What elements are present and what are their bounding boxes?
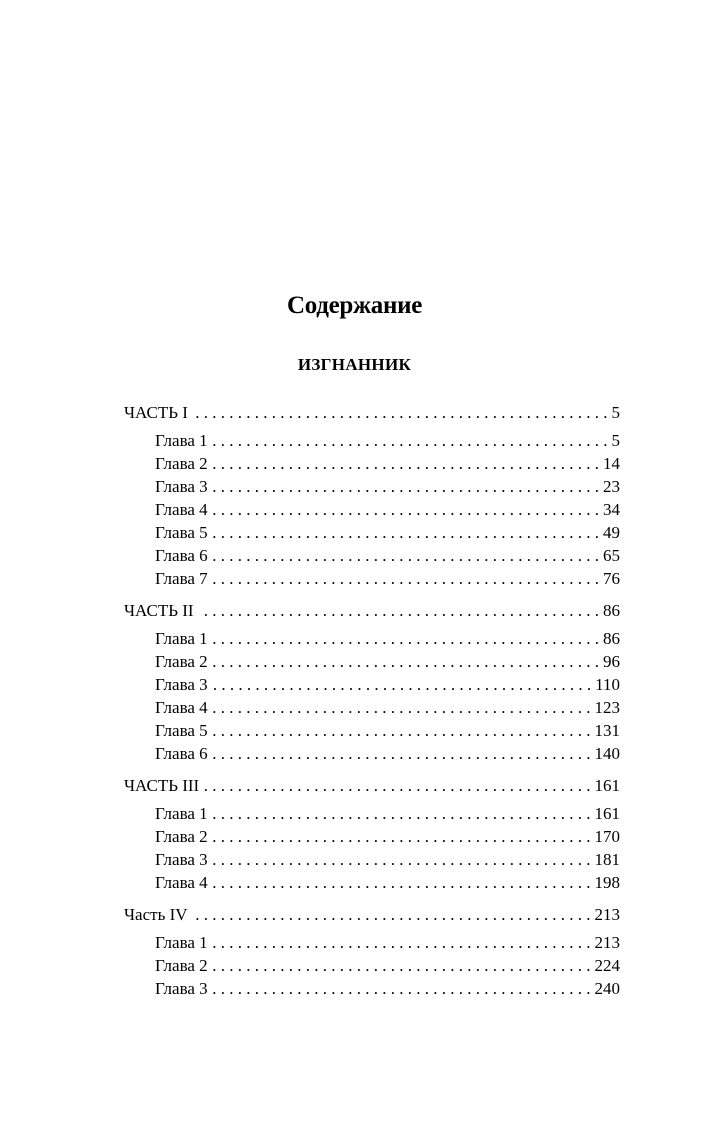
toc-part-entry xyxy=(124,599,620,622)
toc-chapter-entry-label: Глава 1 xyxy=(155,629,208,648)
dot-leader xyxy=(213,475,599,498)
dot-leader xyxy=(213,567,599,590)
toc-chapter-entry-page-number: 181 xyxy=(594,850,620,869)
toc-chapter-entry-page-number: 96 xyxy=(603,652,620,671)
dot-leader xyxy=(193,401,608,424)
toc-chapter-entry-page-number: 23 xyxy=(603,477,620,496)
toc-chapter-entry-page-number: 240 xyxy=(594,979,620,998)
toc-chapter-entry xyxy=(124,719,620,742)
dot-leader xyxy=(213,627,599,650)
toc-chapter-entry-label: Глава 3 xyxy=(155,675,208,694)
toc-chapter-entry-label: Глава 6 xyxy=(155,744,208,763)
toc-chapter-entry xyxy=(124,931,620,954)
toc-chapter-entry-page-number: 224 xyxy=(594,956,620,975)
dot-leader xyxy=(213,650,599,673)
toc-chapter-entry xyxy=(124,452,620,475)
dot-leader xyxy=(213,719,591,742)
toc-chapter-entry xyxy=(124,977,620,1000)
toc-chapter-entry-page-number: 123 xyxy=(594,698,620,717)
toc-part-entry-label: Часть IV xyxy=(124,905,188,924)
toc-chapter-entry-label: Глава 4 xyxy=(155,500,208,519)
toc-part-entry-page-number: 86 xyxy=(603,601,620,620)
toc-chapter-entry-page-number: 14 xyxy=(603,454,620,473)
toc-chapter-entry-label: Глава 4 xyxy=(155,873,208,892)
dot-leader xyxy=(204,774,590,797)
toc-chapter-entry-page-number: 198 xyxy=(594,873,620,892)
toc-chapter-entry-label: Глава 2 xyxy=(155,652,208,671)
toc-part-entry xyxy=(124,903,620,926)
toc-chapter-entry xyxy=(124,544,620,567)
toc-chapter-entry-label: Глава 7 xyxy=(155,569,208,588)
toc-chapter-entry-page-number: 65 xyxy=(603,546,620,565)
dot-leader xyxy=(193,903,591,926)
toc-chapter-entry xyxy=(124,742,620,765)
toc-chapter-entry xyxy=(124,954,620,977)
toc-chapter-entry xyxy=(124,567,620,590)
toc-chapter-entry-page-number: 161 xyxy=(594,804,620,823)
toc-chapter-entry-page-number: 34 xyxy=(603,500,620,519)
book-title: ИЗГНАННИК xyxy=(297,355,412,374)
toc-chapter-entry xyxy=(124,848,620,871)
dot-leader xyxy=(213,498,599,521)
dot-leader xyxy=(213,871,591,894)
toc-chapter-entry xyxy=(124,673,620,696)
toc-chapter-entry-page-number: 76 xyxy=(603,569,620,588)
toc-chapter-entry-label: Глава 5 xyxy=(155,721,208,740)
dot-leader xyxy=(213,544,599,567)
toc-chapter-entry xyxy=(124,627,620,650)
page-title: Содержание xyxy=(286,292,422,319)
toc-chapter-entry-label: Глава 3 xyxy=(155,979,208,998)
toc-part-entry-page-number: 5 xyxy=(611,403,620,422)
toc-chapter-entry-label: Глава 6 xyxy=(155,546,208,565)
table-of-contents xyxy=(124,401,620,1009)
toc-chapter-entry-page-number: 131 xyxy=(594,721,620,740)
toc-part-entry-page-number: 161 xyxy=(594,776,620,795)
toc-part-entry-label: ЧАСТЬ III xyxy=(124,776,200,795)
toc-chapter-entry-label: Глава 3 xyxy=(155,477,208,496)
dot-leader xyxy=(213,452,599,475)
toc-chapter-entry-label: Глава 1 xyxy=(155,933,208,952)
toc-chapter-entry-label: Глава 4 xyxy=(155,698,208,717)
dot-leader xyxy=(213,673,591,696)
toc-part-entry-label: ЧАСТЬ II xyxy=(124,601,194,620)
toc-chapter-entry xyxy=(124,696,620,719)
toc-chapter-entry-page-number: 49 xyxy=(603,523,620,542)
dot-leader xyxy=(213,521,599,544)
toc-part-entry xyxy=(124,774,620,797)
toc-chapter-entry xyxy=(124,521,620,544)
dot-leader xyxy=(213,742,591,765)
toc-chapter-entry xyxy=(124,475,620,498)
toc-chapter-entry-page-number: 140 xyxy=(594,744,620,763)
toc-chapter-entry-page-number: 110 xyxy=(595,675,620,694)
toc-chapter-entry xyxy=(124,825,620,848)
toc-chapter-entry-label: Глава 2 xyxy=(155,454,208,473)
toc-part xyxy=(124,903,620,1000)
dot-leader xyxy=(199,599,599,622)
toc-chapter-entry-page-number: 5 xyxy=(611,431,620,450)
dot-leader xyxy=(213,696,591,719)
toc-chapter-entry-page-number: 213 xyxy=(594,933,620,952)
dot-leader xyxy=(213,954,591,977)
toc-chapter-entry-page-number: 86 xyxy=(603,629,620,648)
toc-chapter-entry-label: Глава 3 xyxy=(155,850,208,869)
toc-chapter-entry-page-number: 170 xyxy=(594,827,620,846)
toc-part-entry xyxy=(124,401,620,424)
toc-chapter-entry xyxy=(124,498,620,521)
dot-leader xyxy=(213,977,591,1000)
toc-chapter-entry xyxy=(124,429,620,452)
dot-leader xyxy=(213,429,608,452)
toc-part-entry-label: ЧАСТЬ I xyxy=(124,403,188,422)
toc-chapter-entry xyxy=(124,650,620,673)
toc-chapter-entry-label: Глава 1 xyxy=(155,804,208,823)
toc-chapter-entry-label: Глава 2 xyxy=(155,827,208,846)
dot-leader xyxy=(213,931,591,954)
toc-chapter-entry-label: Глава 2 xyxy=(155,956,208,975)
toc-part xyxy=(124,774,620,894)
toc-part-entry-page-number: 213 xyxy=(594,905,620,924)
dot-leader xyxy=(213,802,591,825)
toc-chapter-entry xyxy=(124,871,620,894)
toc-chapter-entry-label: Глава 1 xyxy=(155,431,208,450)
toc-part xyxy=(124,599,620,765)
toc-chapter-entry-label: Глава 5 xyxy=(155,523,208,542)
dot-leader xyxy=(213,825,591,848)
toc-chapter-entry xyxy=(124,802,620,825)
toc-part xyxy=(124,401,620,590)
dot-leader xyxy=(213,848,591,871)
